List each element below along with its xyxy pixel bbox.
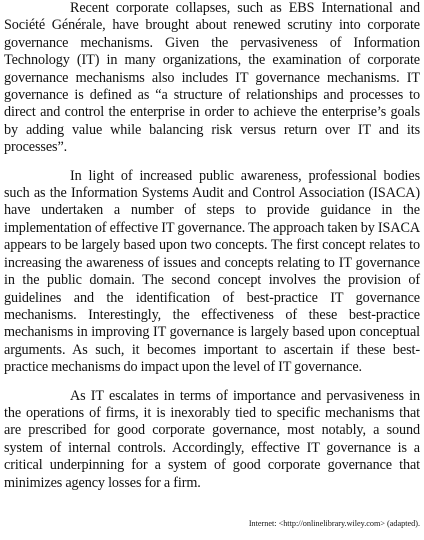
paragraph-3: As IT escalates in terms of importance and pervasiveness in the operations of firms, it is inexorably tied to specific mechanisms that are prescribed for good corporate governance, most notably, a sound system of internal controls. Accordingly, effective IT governance is a critical underpinning for a system of good corporate governance that minimizes agency losses for a firm. [4, 387, 420, 491]
paragraph-2: In light of increased public awareness, professional bodies such as the Information Systems Audit and Control Association (ISACA) have undertaken a number of steps to provide guidance in the implementation of effective IT governance. The approach taken by ISACA appears to be largely based upon two concepts. The first concept relates to increasing the awareness of issues and concepts relating to IT governance in the public domain. The second concept involves the provision of guidelines and the identification of best-practice IT governance mechanisms. Interestingly, the effectiveness of these best-practice mechanisms in improving IT governance is largely based upon conceptual arguments. As such, it becomes important to ascertain if these best-practice mechanisms do impact upon the level of IT governance. [4, 167, 420, 376]
paragraph-1: Recent corporate collapses, such as EBS International and Société Générale, have brought about renewed scrutiny into corporate governance mechanisms. Given the pervasiveness of Information Technology (IT) in many organizations, the examination of corporate governance mechanisms also includes IT governance mechanisms. IT governance is defined as “a structure of relationships and processes to direct and control the enterprise in order to achieve the enterprise’s goals by adding value while balancing risk versus return over IT and its processes”. [4, 0, 420, 156]
document-body [4, 0, 420, 492]
source-citation: Internet: <http://onlinelibrary.wiley.com> (adapted). [248, 519, 420, 528]
